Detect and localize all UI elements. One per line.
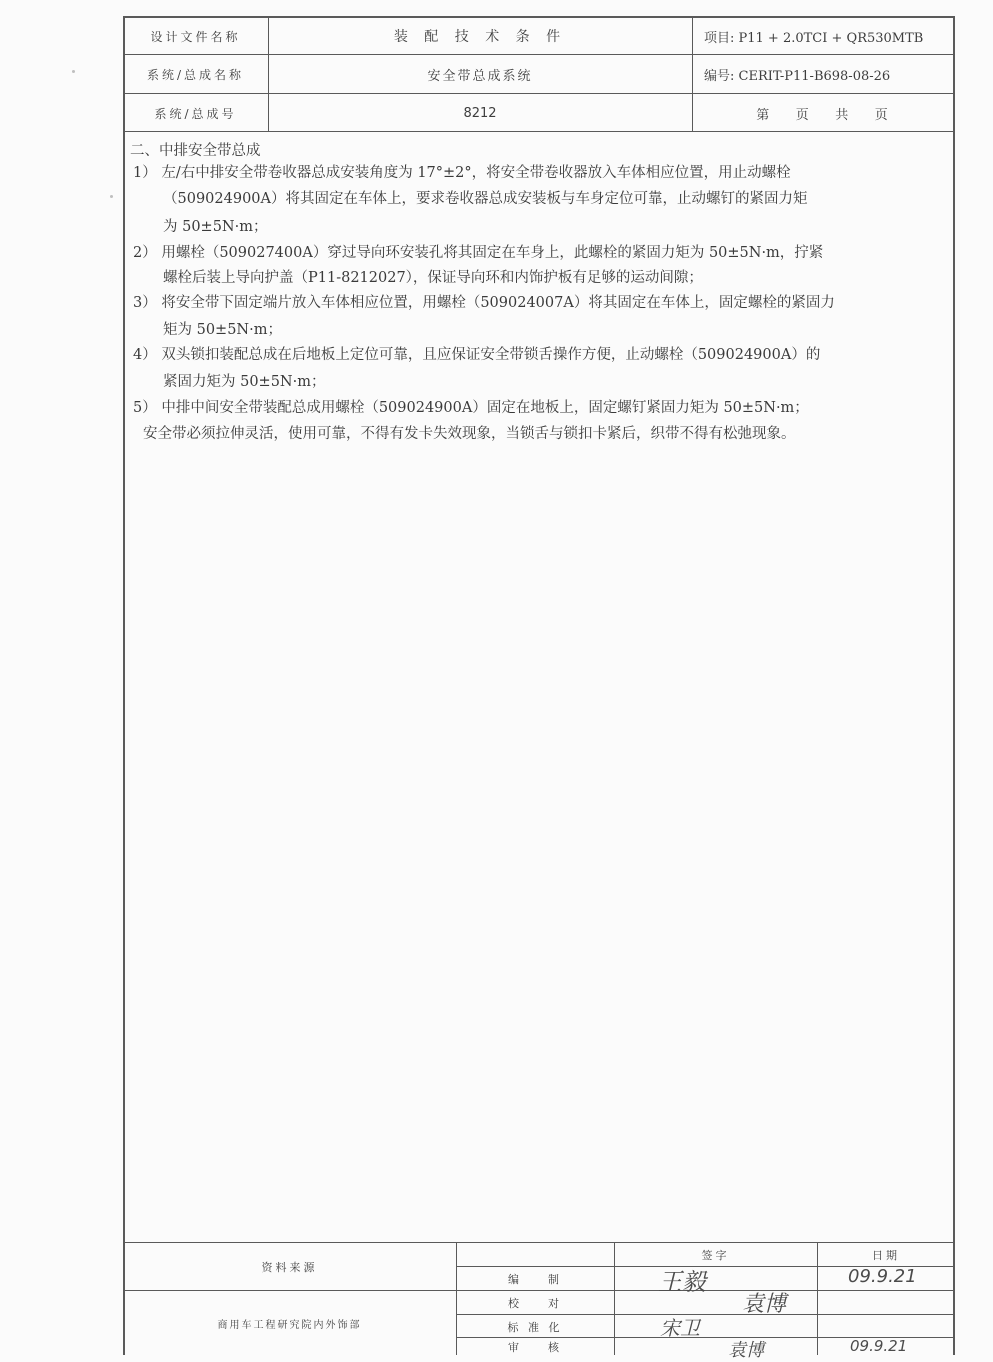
body-line-8: 4） 双头锁扣装配总成在后地板上定位可靠，且应保证安全带锁舌操作方便，止动螺栓（509024900A）的 — [133, 347, 821, 363]
header-divider-1 — [123, 54, 955, 55]
body-line-6: 3） 将安全带下固定端片放入车体相应位置，用螺栓（509024007A）将其固定在车体上，固定螺栓的紧固力 — [133, 295, 835, 311]
body-line-4: 2） 用螺栓（509027400A）穿过导向环安装孔将其固定在车身上，此螺栓的紧固力矩为 50±5N·m，拧紧 — [133, 245, 824, 261]
document-number: 编号: CERIT-P11-B698-08-26 — [704, 69, 891, 84]
system-number-value: 8212 — [463, 105, 497, 121]
system-name-label: 系统/总成名称 — [146, 68, 245, 82]
page-count: 第 页 共 页 — [756, 107, 890, 123]
signature-review: 袁博 — [728, 1340, 764, 1361]
footer-top-divider — [123, 1242, 955, 1243]
body-line-2: （509024900A）将其固定在车体上，要求卷收器总成安装板与车身定位可靠，止动螺钉的紧固力矩 — [163, 191, 808, 207]
date-compile: 09.9.21 — [848, 1266, 917, 1287]
footer-row-divider-2 — [123, 1290, 955, 1291]
body-line-9: 紧固力矩为 50±5N·m； — [163, 374, 326, 390]
role-proofread: 校 对 — [508, 1297, 562, 1310]
body-line-11: 安全带必须拉伸灵活，使用可靠，不得有发卡失效现象，当锁舌与锁扣卡紧后，织带不得有松弛现象。 — [143, 426, 796, 442]
footer-col-divider-1 — [456, 1242, 457, 1355]
signature-standardize: 宋卫 — [660, 1316, 700, 1340]
source-value: 商用车工程研究院内外饰部 — [217, 1320, 362, 1331]
body-line-10: 5） 中排中间安全带装配总成用螺栓（509024900A）固定在地板上，固定螺钉紧固力矩为 50±5N·m； — [133, 400, 809, 416]
body-line-7: 矩为 50±5N·m； — [163, 322, 282, 338]
date-header: 日期 — [872, 1249, 900, 1262]
signature-compile: 王毅 — [658, 1268, 706, 1296]
body-line-3: 为 50±5N·m； — [163, 219, 268, 235]
system-name-value: 安全带总成系统 — [427, 69, 533, 84]
body-line-1: 1） 左/右中排安全带卷收器总成安装角度为 17°±2°，将安全带卷收器放入车体相应位置，用止动螺栓 — [133, 165, 791, 181]
signature-proofread: 袁博 — [742, 1292, 787, 1317]
header-divider-2 — [123, 93, 955, 94]
doc-name-value: 装 配 技 术 条 件 — [393, 29, 567, 45]
header-col-divider-2 — [692, 16, 693, 131]
footer-row-divider-3 — [456, 1314, 955, 1315]
project-code: 项目: P11 + 2.0TCI + QR530MTB — [704, 30, 924, 46]
scan-speck — [110, 195, 113, 198]
role-compile: 编 制 — [508, 1273, 562, 1286]
header-divider-3 — [123, 131, 955, 132]
role-review: 审 核 — [508, 1341, 562, 1354]
header-col-divider-1 — [268, 16, 269, 131]
source-label: 资料来源 — [261, 1261, 318, 1274]
system-number-label: 系统/总成号 — [154, 106, 237, 121]
scan-speck — [72, 70, 75, 73]
section-title: 二、中排安全带总成 — [130, 143, 261, 159]
role-standardize: 标 准 化 — [507, 1320, 563, 1334]
footer-col-divider-2 — [614, 1242, 615, 1355]
doc-name-label: 设计文件名称 — [150, 29, 241, 44]
date-review: 09.9.21 — [850, 1337, 908, 1355]
body-line-5: 螺栓后装上导向护盖（P11-8212027），保证导向环和内饰护板有足够的运动间隙； — [163, 270, 703, 286]
footer-col-divider-3 — [817, 1242, 818, 1355]
signature-header: 签字 — [701, 1249, 730, 1262]
